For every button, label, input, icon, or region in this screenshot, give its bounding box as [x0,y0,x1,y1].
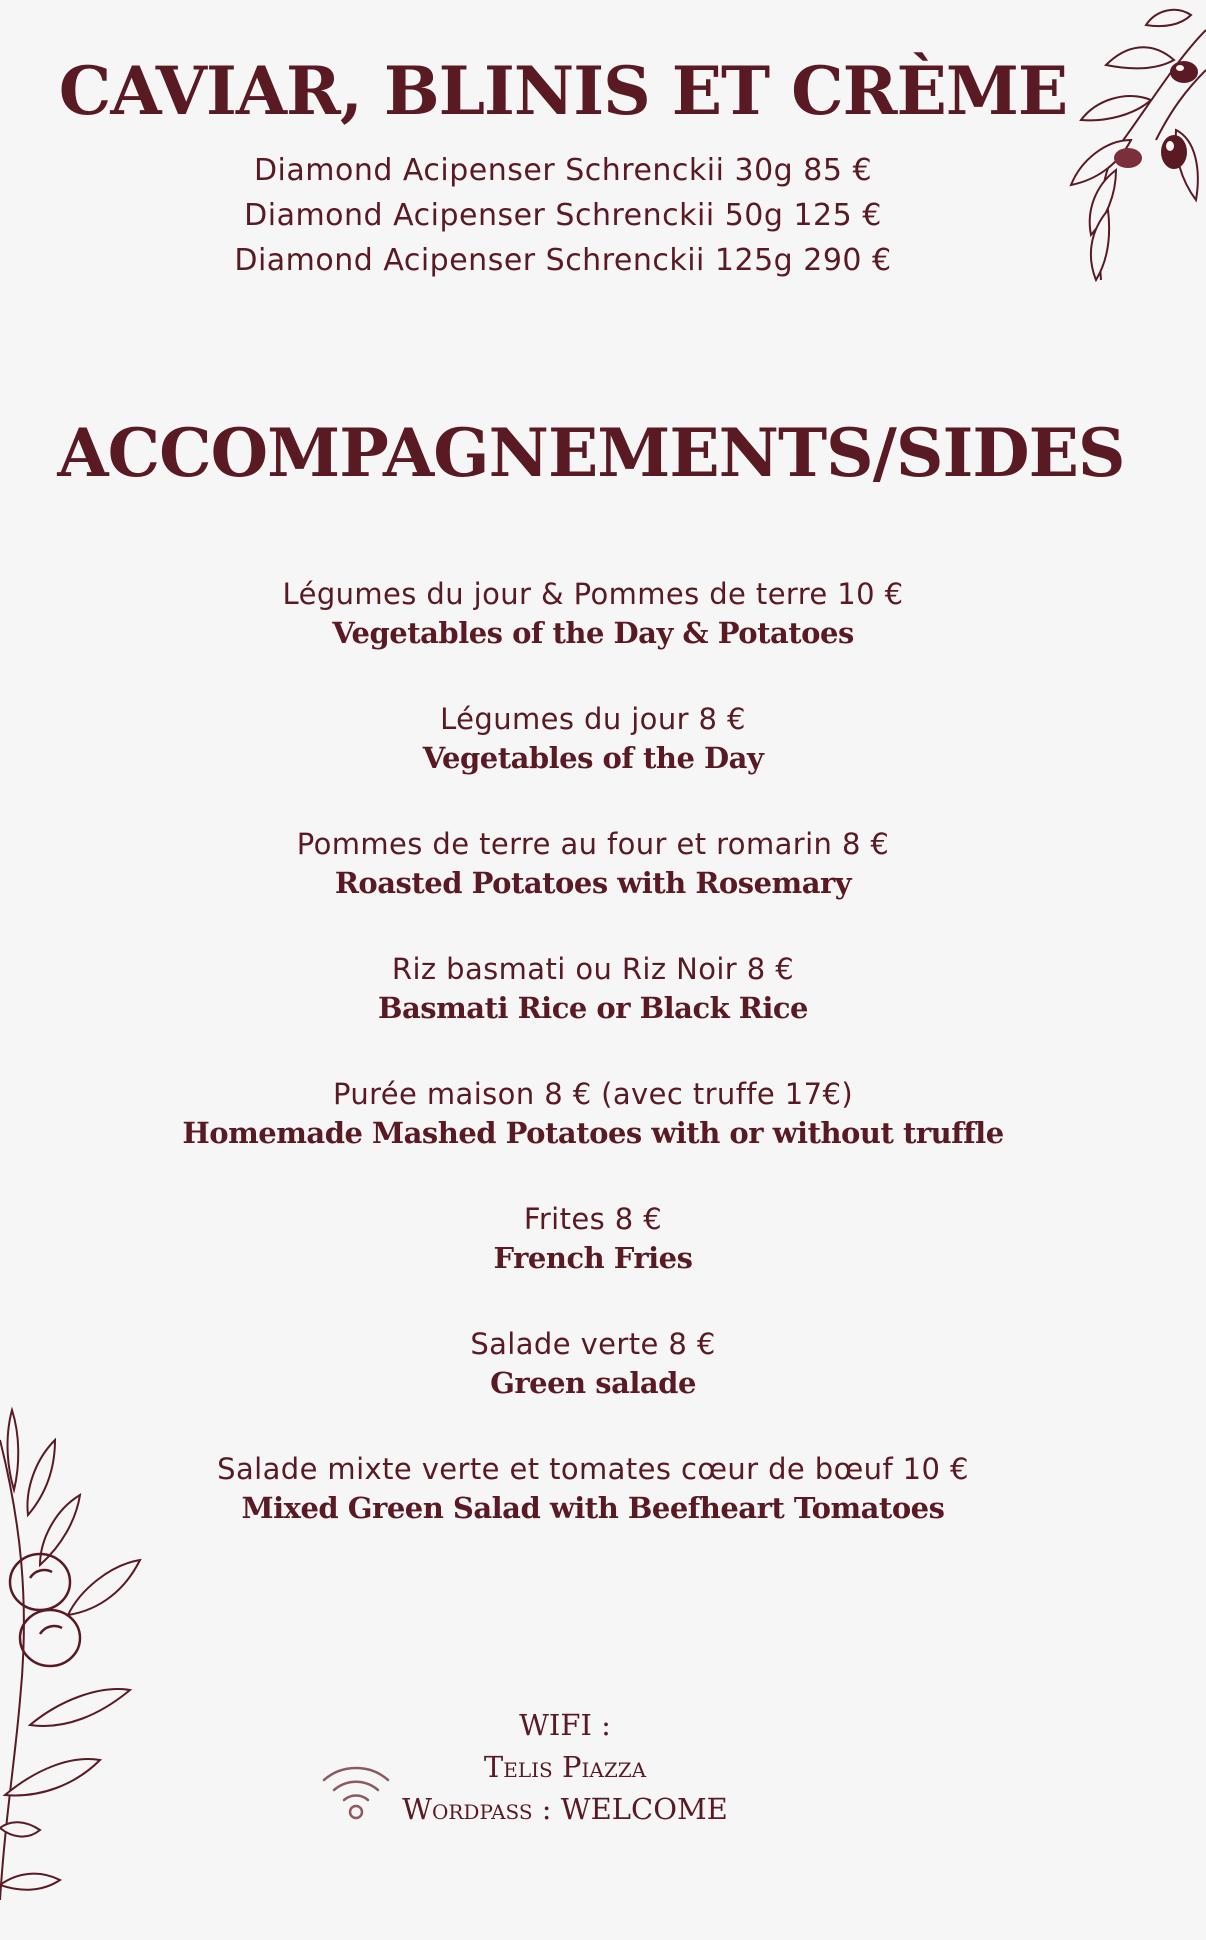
side-french-name: Salade mixte verte et tomates cœur de bœuf 10 € [217,1452,969,1486]
side-english-name: Green salade [490,1366,696,1400]
side-french-name: Riz basmati ou Riz Noir 8 € [391,952,795,986]
list-item [0,947,1196,1072]
side-english-name: Basmati Rice or Black Rice [377,991,809,1025]
list-item [0,697,1196,822]
caviar-item: Diamond Acipenser Schrenckii 30g 85 € [253,153,873,188]
wifi-network-name: Telis Piazza [483,1750,647,1784]
list-item [0,1447,1196,1572]
list-item [0,1197,1196,1322]
side-english-name: Homemade Mashed Potatoes with or without truffle [182,1116,1004,1150]
list-item [0,1072,1196,1197]
sides-list [0,572,1196,1572]
side-english-name: Vegetables of the Day [422,741,764,775]
caviar-item: Diamond Acipenser Schrenckii 50g 125 € [244,198,882,233]
side-english-name: Roasted Potatoes with Rosemary [334,866,852,900]
side-french-name: Salade verte 8 € [470,1327,716,1361]
sides-section-title: ACCOMPAGNEMENTS/SIDES [57,414,1125,492]
list-item [0,572,1196,697]
wifi-info [400,1704,730,1830]
wifi-label: WIFI : [519,1708,611,1742]
side-english-name: Vegetables of the Day & Potatoes [332,616,854,650]
caviar-section-title: CAVIAR, BLINIS ET CRÈME [58,52,1068,130]
caviar-list [0,148,1166,283]
list-item [0,1322,1196,1447]
side-french-name: Pommes de terre au four et romarin 8 € [296,827,890,861]
wifi-password: Wordpass : WELCOME [402,1792,728,1826]
wifi-icon [320,1762,392,1822]
side-english-name: French Fries [493,1241,693,1275]
side-french-name: Frites 8 € [523,1202,663,1236]
caviar-item: Diamond Acipenser Schrenckii 125g 290 € [234,243,892,278]
side-french-name: Légumes du jour & Pommes de terre 10 € [282,577,904,611]
side-english-name: Mixed Green Salad with Beefheart Tomatoes [241,1491,945,1525]
list-item [0,822,1196,947]
side-french-name: Légumes du jour 8 € [440,702,746,736]
side-french-name: Purée maison 8 € (avec truffe 17€) [332,1077,854,1111]
